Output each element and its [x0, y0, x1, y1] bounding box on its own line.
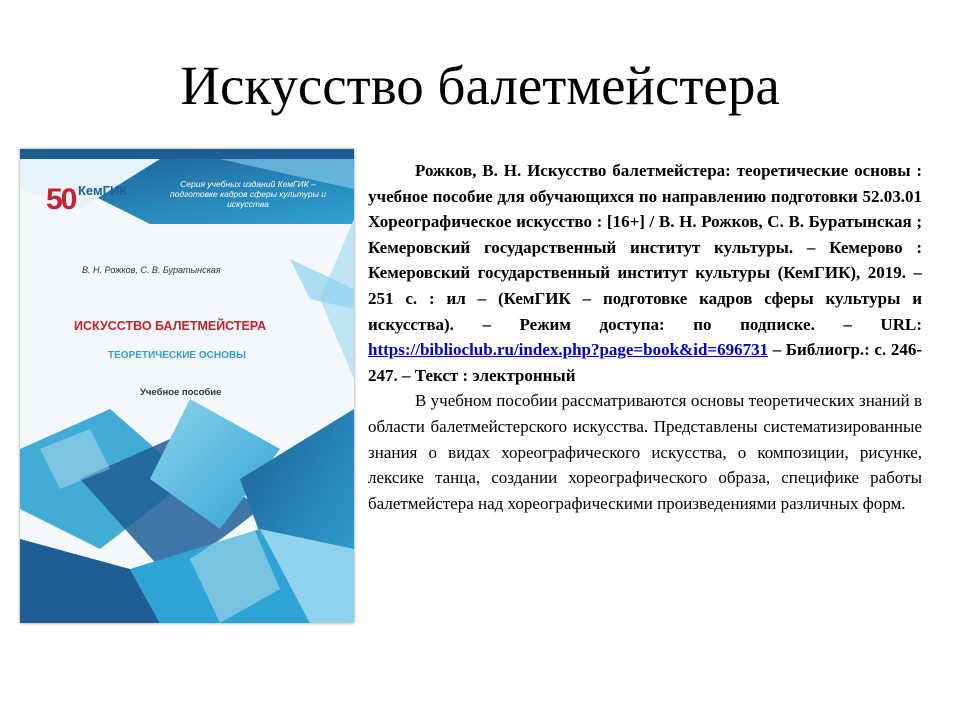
cover-logo-number: 50	[46, 183, 76, 216]
cover-subtitle: ТЕОРЕТИЧЕСКИЕ ОСНОВЫ	[108, 350, 246, 361]
cover-edition-type: Учебное пособие	[140, 387, 222, 398]
reference-text-part1: Рожков, В. Н. Искусство балетмейстера: теоретические основы : учебное пособие для обучающихся по направлению подготовки 52.03.01 Хореографическое искусство : [16+] / В. Н. Рожков, С. В. Буратынская ; Кемеровский государственный институт культуры. – Кемерово : Кемеровский государственный институт культуры (КемГИК), 2019. – 251 с. : ил – (КемГИК – подготовке кадров сферы культуры и искусства). – Режим доступа: по подписке. – URL:	[368, 161, 922, 334]
book-cover-image	[20, 149, 354, 623]
book-url-link[interactable]: https://biblioclub.ru/index.php?page=book&id=696731	[368, 340, 769, 360]
reference-text-part2: – Библиогр.: с. 246-247. – Текст : электронный	[368, 340, 922, 385]
bibliographic-reference	[368, 158, 922, 388]
slide-title: Искусство балетмейстера	[180, 55, 780, 116]
book-annotation: В учебном пособии рассматриваются основы теоретических знаний в области балетмейстерского искусства. Представлены систематизированные знания о видах хореографического искусства, о композиции, рисунке, лексике танца, создании хореографического образа, специфике работы балетмейстера над хореографическими произведениями различных форм.	[368, 391, 922, 513]
cover-logo-name: КемГИК	[78, 183, 128, 198]
cover-series-text: Серия учебных изданий КемГИК – подготовке кадров сферы культуры и искусства	[169, 179, 327, 209]
cover-geometric-pattern	[20, 149, 354, 623]
cover-book-title: ИСКУССТВО БАЛЕТМЕЙСТЕРА	[74, 319, 267, 333]
cover-authors: В. Н. Рожков, С. В. Буратынская	[82, 265, 221, 275]
book-description	[368, 158, 922, 516]
